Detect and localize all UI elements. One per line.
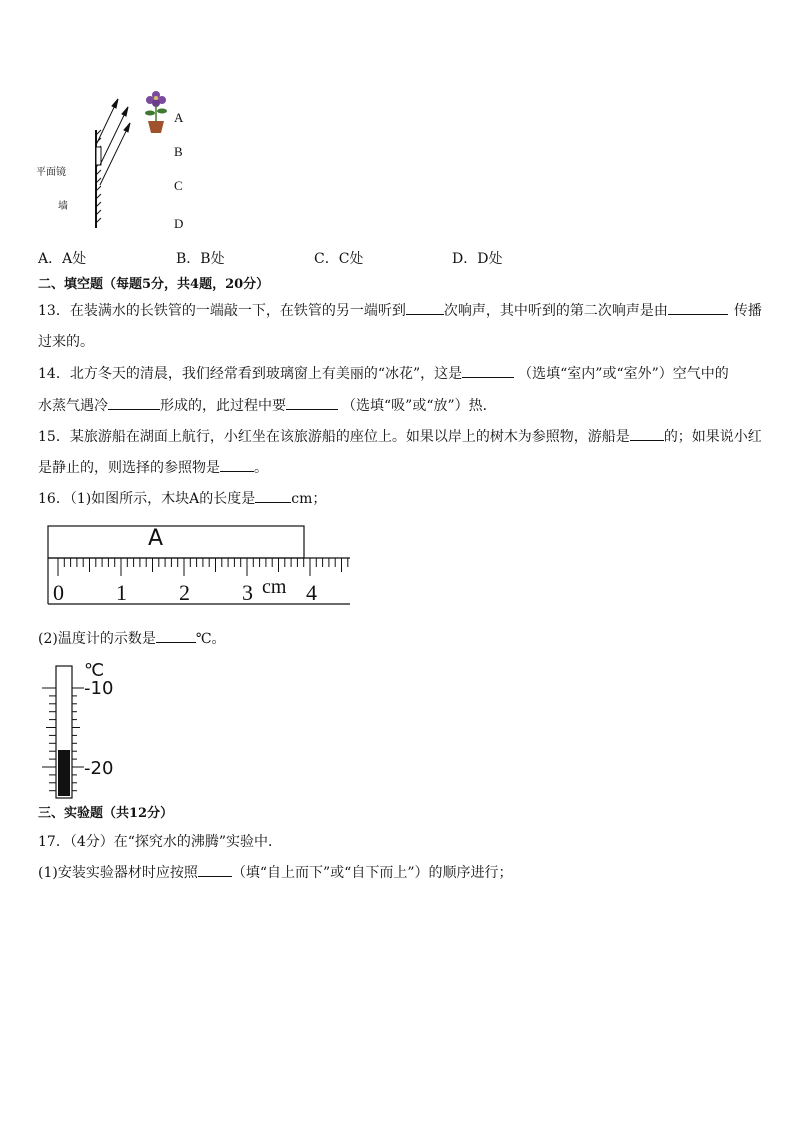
- thermometer-label-top: -10: [84, 678, 114, 699]
- option-a[interactable]: A．A处: [38, 251, 87, 267]
- question-14-line-2: 水蒸气遇冷 形成的，此过程中要 （选填“吸”或“放”）热．: [38, 395, 497, 416]
- mirror-figure: [30, 85, 200, 235]
- ruler-block-label: A: [148, 526, 164, 551]
- question-15-line-2: 是静止的，则选择的参照物是 。: [38, 457, 268, 478]
- mirror-diagram: [30, 85, 200, 235]
- ruler-number-2: 2: [179, 580, 190, 605]
- option-c[interactable]: C．C处: [314, 251, 364, 267]
- ruler-number-4: 4: [306, 580, 317, 605]
- thermometer-unit: ℃: [84, 660, 105, 680]
- thermometer-figure: [36, 660, 156, 800]
- question-17-line-2: (1)安装实验器材时应按照 （填“自上而下”或“自下而上”）的顺序进行；: [38, 862, 512, 883]
- point-label-c: C: [174, 178, 183, 193]
- ruler-unit: cm: [262, 576, 287, 598]
- q14-blank-2[interactable]: [108, 395, 160, 410]
- question-13-line-1: 13．在装满水的长铁管的一端敲一下，在铁管的另一端听到 次响声，其中听到的第二次响声是由 传播: [38, 300, 762, 321]
- q16-blank-1[interactable]: [255, 488, 291, 503]
- point-label-b: B: [174, 144, 183, 159]
- q13-blank-2[interactable]: [668, 300, 728, 315]
- ruler-number-1: 1: [116, 580, 127, 605]
- thermometer-label-bottom: -20: [84, 758, 114, 779]
- q16-blank-2[interactable]: [156, 628, 196, 643]
- question-16-line-1: 16．（1)如图所示，木块A的长度是 cm；: [38, 488, 326, 509]
- point-label-d: D: [174, 216, 184, 231]
- option-d[interactable]: D．D处: [452, 251, 503, 267]
- question-15-line-1: 15．某旅游船在湖面上航行，小红坐在该旅游船的座位上。如果以岸上的树木为参照物，游船是 的；如果说小红: [38, 426, 762, 447]
- wall-label: 墙: [58, 201, 68, 212]
- q14-blank-1[interactable]: [462, 363, 514, 378]
- ruler-figure: [44, 522, 354, 608]
- section-3-title: 三、实验题（共12分）: [38, 806, 174, 821]
- mirror-label: 平面镜: [36, 167, 66, 178]
- question-16-line-2: (2)温度计的示数是 ℃。: [38, 628, 226, 649]
- q15-blank-1[interactable]: [630, 426, 664, 441]
- q13-blank-1[interactable]: [406, 300, 444, 315]
- question-13-line-2: 过来的。: [38, 334, 94, 350]
- section-2-title: 二、填空题（每题5分，共4题，20分）: [38, 277, 270, 292]
- q17-blank-1[interactable]: [198, 862, 232, 877]
- question-17-line-1: 17．（4分）在“探究水的沸腾”实验中．: [38, 834, 283, 850]
- q14-blank-3[interactable]: [286, 395, 338, 410]
- option-b[interactable]: B．B处: [176, 251, 225, 267]
- question-14-line-1: 14．北方冬天的清晨，我们经常看到玻璃窗上有美丽的“冰花”，这是 （选填“室内”或“室外”）空气中的: [38, 363, 729, 384]
- ruler-number-3: 3: [242, 580, 253, 605]
- q15-blank-2[interactable]: [220, 457, 254, 472]
- ruler-number-0: 0: [53, 580, 64, 605]
- point-label-a: A: [174, 110, 184, 125]
